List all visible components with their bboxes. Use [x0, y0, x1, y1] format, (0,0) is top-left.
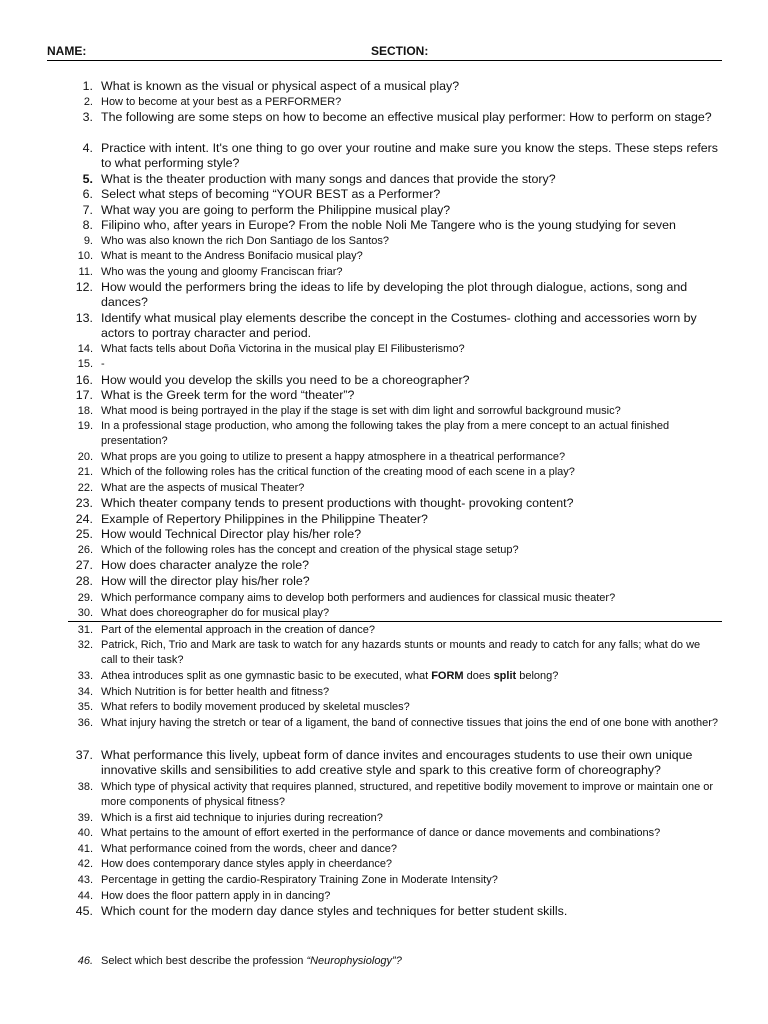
question-32: [68, 638, 718, 668]
question-12: [68, 280, 718, 311]
question-46: [68, 954, 402, 969]
question-text: Filipino who, after years in Europe? From the noble Noli Me Tangere who is the young studying for seven: [101, 218, 676, 232]
question-text: What performance this lively, upbeat form of dance invites and encourages students to use their own unique innovative skills and sensibilities to add creative style and spark to this creative form of choreography?: [101, 748, 693, 778]
question-text: What is the Greek term for the word “theater”?: [101, 388, 355, 402]
question-text: Which performance company aims to develop both performers and audiences for classical music theater?: [101, 592, 616, 604]
question-number: 34.: [77, 686, 93, 698]
question-text: Practice with intent. It's one thing to go over your routine and make sure you know the steps. These steps refers to what performing style?: [101, 141, 718, 171]
question-text: -: [101, 358, 105, 370]
question-21: [68, 465, 718, 480]
question-8: [68, 218, 718, 233]
question-text-part: Select which best describe the profession: [101, 955, 307, 967]
question-number: 26.: [77, 544, 93, 556]
question-number: 33.: [77, 670, 93, 682]
question-number: 5.: [82, 172, 93, 186]
question-text: What is meant to the Andress Bonifacio musical play?: [101, 250, 363, 262]
question-text: Which type of physical activity that requires planned, structured, and repetitive bodily movement to improve or maintain one or more components of physical fitness?: [101, 781, 714, 808]
question-40: [68, 826, 718, 841]
question-text: [93, 954, 402, 969]
question-13: [68, 311, 718, 342]
question-text: What refers to bodily movement produced by skeletal muscles?: [101, 701, 410, 713]
question-23: [68, 496, 718, 511]
question-number: 43.: [77, 874, 93, 886]
question-number: 3.: [82, 110, 93, 124]
question-text: Who was the young and gloomy Franciscan friar?: [101, 266, 343, 278]
question-text: What does choreographer do for musical play?: [101, 607, 330, 619]
neurophysiology-term: “Neurophysiology”?: [306, 955, 402, 967]
question-text: Patrick, Rich, Trio and Mark are task to watch for any hazards stunts or mounts and ready to catch for any falls; what do we call to their task?: [101, 639, 701, 666]
question-number: 45.: [75, 904, 93, 918]
question-text: Which Nutrition is for better health and fitness?: [101, 686, 330, 698]
question-text: Who was also known the rich Don Santiago de los Santos?: [101, 235, 389, 247]
question-17: [68, 388, 718, 403]
question-number: 40.: [77, 827, 93, 839]
question-number: 18.: [77, 405, 93, 417]
question-text: What pertains to the amount of effort exerted in the performance of dance or dance movements and combinations?: [101, 827, 661, 839]
question-44: [68, 889, 718, 904]
question-2: [68, 95, 718, 110]
question-number: 1.: [82, 79, 93, 93]
question-5: [68, 172, 718, 187]
question-text: How would Technical Director play his/her role?: [101, 527, 362, 541]
question-7: [68, 203, 718, 218]
question-15: [68, 357, 718, 372]
question-number: 44.: [77, 890, 93, 902]
question-number: 27.: [75, 558, 93, 572]
question-6: [68, 187, 718, 202]
question-number: 22.: [77, 482, 93, 494]
question-39: [68, 811, 718, 826]
question-text: Which theater company tends to present productions with thought- provoking content?: [101, 496, 574, 510]
question-number: 20.: [77, 451, 93, 463]
question-text: The following are some steps on how to become an effective musical play performer: How to perform on stage?: [101, 110, 712, 124]
question-number: 37.: [75, 748, 93, 762]
question-number: 4.: [82, 141, 93, 155]
question-text: How to become at your best as a PERFORMER?: [101, 96, 342, 108]
question-number: 17.: [75, 388, 93, 402]
question-text: What are the aspects of musical Theater?: [101, 482, 305, 494]
question-number: 16.: [75, 373, 93, 387]
question-number: 2.: [83, 96, 93, 108]
question-number: 28.: [75, 574, 93, 588]
question-number: 42.: [77, 858, 93, 870]
section-divider: [68, 621, 722, 622]
question-10: [68, 249, 718, 264]
question-text: Which of the following roles has the concept and creation of the physical stage setup?: [101, 544, 519, 556]
question-11: [68, 265, 718, 280]
question-text: What props are you going to utilize to present a happy atmosphere in a theatrical performance?: [101, 451, 566, 463]
question-number: 25.: [75, 527, 93, 541]
question-number: 13.: [75, 311, 93, 325]
question-text: Example of Repertory Philippines in the Philippine Theater?: [101, 512, 428, 526]
question-number: 24.: [75, 512, 93, 526]
question-36: [68, 716, 718, 731]
question-34: [68, 685, 718, 700]
question-text: Which count for the modern day dance styles and techniques for better student skills.: [101, 904, 568, 918]
question-text: How would the performers bring the ideas to life by developing the plot through dialogue, actions, song and dances?: [101, 280, 688, 310]
question-number: 14.: [77, 343, 93, 355]
question-text: What is known as the visual or physical aspect of a musical play?: [101, 79, 460, 93]
question-number: 31.: [77, 624, 93, 636]
header-row: [47, 44, 722, 61]
question-37: [68, 748, 718, 779]
question-number: 12.: [75, 280, 93, 294]
question-text: What is the theater production with many songs and dances that provide the story?: [101, 172, 556, 186]
question-text: How would you develop the skills you need to be a choreographer?: [101, 373, 470, 387]
question-number: 35.: [77, 701, 93, 713]
question-number: 30.: [77, 607, 93, 619]
question-19: [68, 419, 718, 449]
question-31: [68, 623, 718, 638]
question-41: [68, 842, 718, 857]
question-28: [68, 574, 718, 589]
question-14: [68, 342, 718, 357]
question-text: What injury having the stretch or tear of a ligament, the band of connective tissues that joins the end of one bone with another?: [101, 717, 718, 729]
question-35: [68, 700, 718, 715]
question-number: 7.: [82, 203, 93, 217]
question-number: 15.: [77, 358, 93, 370]
question-number: 9.: [83, 235, 93, 247]
question-number: 6.: [82, 187, 93, 201]
question-18: [68, 404, 718, 419]
question-text: Percentage in getting the cardio-Respiratory Training Zone in Moderate Intensity?: [101, 874, 498, 886]
split-keyword: split: [493, 670, 517, 682]
question-text: How will the director play his/her role?: [101, 574, 310, 588]
question-number: 29.: [77, 592, 93, 604]
question-text-part: does: [463, 670, 494, 682]
question-number: 19.: [77, 420, 93, 432]
question-text: How does the floor pattern apply in in dancing?: [101, 890, 331, 902]
question-number: 41.: [77, 843, 93, 855]
question-20: [68, 450, 718, 465]
question-number: 21.: [77, 466, 93, 478]
question-number: 38.: [77, 781, 93, 793]
question-text: Part of the elemental approach in the creation of dance?: [101, 624, 375, 636]
question-27: [68, 558, 718, 573]
question-30: [68, 606, 718, 621]
question-text: Which is a first aid technique to injuries during recreation?: [101, 812, 383, 824]
question-text-part: belong?: [516, 670, 559, 682]
question-number: 46.: [77, 955, 93, 967]
question-43: [68, 873, 718, 888]
question-text: Identify what musical play elements describe the concept in the Costumes- clothing and accessories worn by actors to portray character and period.: [101, 311, 697, 341]
question-22: [68, 481, 718, 496]
question-number: 23.: [75, 496, 93, 510]
question-33: [68, 669, 718, 684]
question-29: [68, 591, 718, 606]
question-3: [68, 110, 718, 125]
question-text: In a professional stage production, who among the following takes the play from a mere concept to an actual finished presentation?: [101, 420, 670, 447]
question-45: [68, 904, 718, 919]
question-text: What facts tells about Doña Victorina in the musical play El Filibusterismo?: [101, 343, 465, 355]
question-38: [68, 780, 718, 810]
question-24: [68, 512, 718, 527]
question-text: What performance coined from the words, cheer and dance?: [101, 843, 397, 855]
question-16: [68, 373, 718, 388]
section-label: SECTION:: [371, 44, 429, 58]
question-number: 8.: [82, 218, 93, 232]
name-label: NAME:: [47, 44, 87, 58]
question-text: What mood is being portrayed in the play if the stage is set with dim light and sorrowful background music?: [101, 405, 621, 417]
form-keyword: FORM: [431, 670, 464, 682]
question-number: 11.: [78, 266, 93, 278]
question-text-part: Athea introduces split as one gymnastic basic to be executed, what: [101, 670, 432, 682]
question-1: [68, 79, 718, 94]
question-text: How does character analyze the role?: [101, 558, 310, 572]
question-42: [68, 857, 718, 872]
question-text: [93, 669, 718, 684]
question-text: What way you are going to perform the Philippine musical play?: [101, 203, 451, 217]
question-text: Select what steps of becoming “YOUR BEST as a Performer?: [101, 187, 441, 201]
question-26: [68, 543, 718, 558]
question-number: 32.: [77, 639, 93, 651]
question-number: 36.: [77, 717, 93, 729]
question-number: 39.: [77, 812, 93, 824]
question-number: 10.: [77, 250, 93, 262]
question-text: Which of the following roles has the critical function of the creating mood of each scene in a play?: [101, 466, 575, 478]
question-9: [68, 234, 718, 249]
question-25: [68, 527, 718, 542]
question-4: [68, 141, 718, 172]
question-text: How does contemporary dance styles apply in cheerdance?: [101, 858, 393, 870]
